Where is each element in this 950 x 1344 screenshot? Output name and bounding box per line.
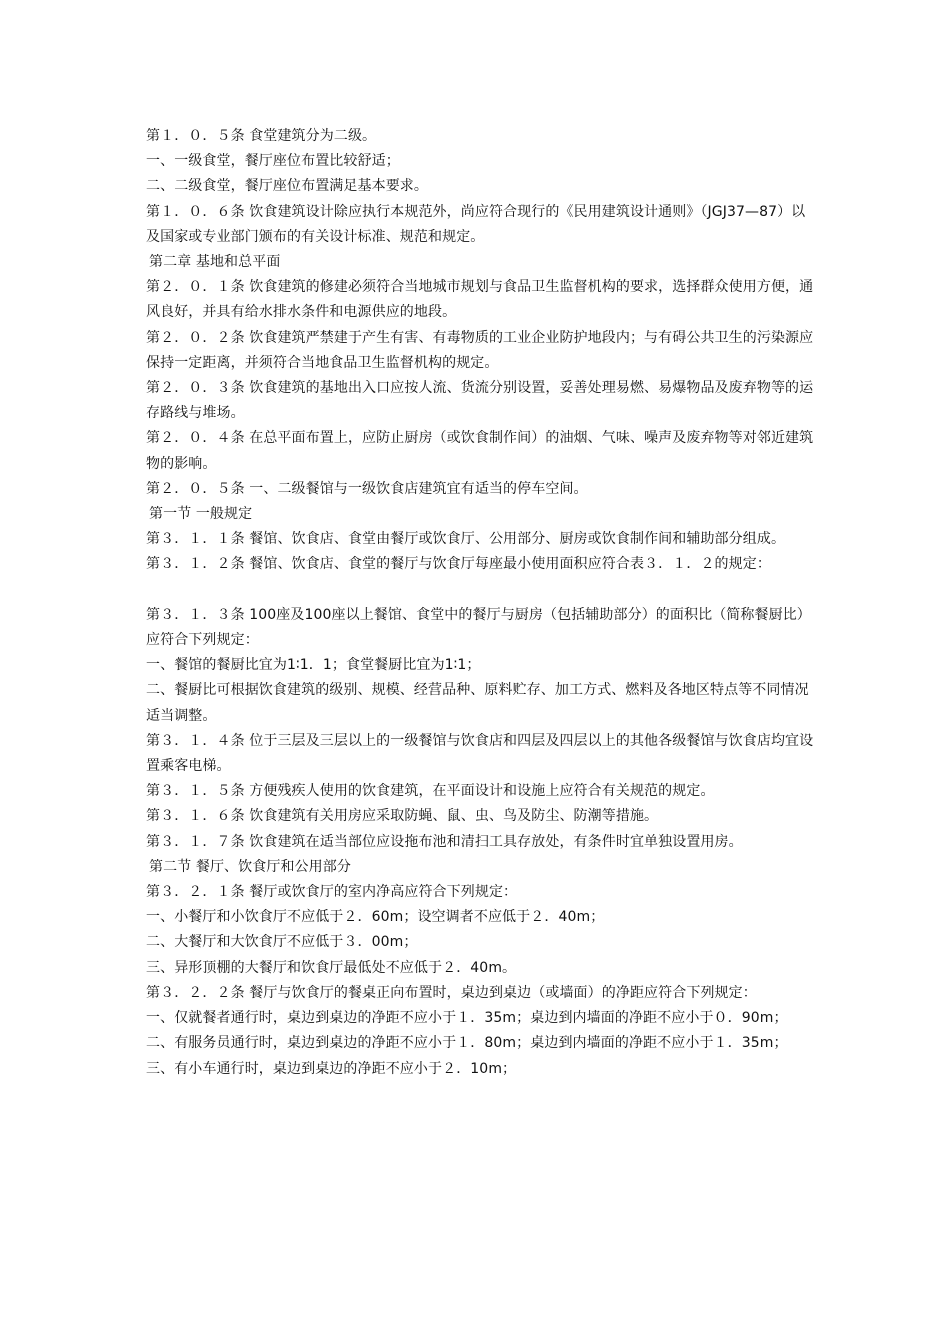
paragraph-clause-2-0-2: 第２．０．２条 饮食建筑严禁建于产生有害、有毒物质的工业企业防护地段内；与有碍公共卫生的污染源应保持一定距离，并须符合当地食品卫生监督机构的规定。 — [146, 329, 814, 371]
paragraph-clause-3-2-2: 第３．２．２条 餐厅与饮食厅的餐桌正向布置时，桌边到桌边（或墙面）的净距应符合下列规定： — [146, 984, 757, 1001]
blank-line — [146, 578, 814, 603]
paragraph-item: 二、有服务员通行时，桌边到桌边的净距不应小于１．80m；桌边到内墙面的净距不应小于１．35m； — [146, 1035, 788, 1052]
paragraph-item: 三、有小车通行时，桌边到桌边的净距不应小于２．10m； — [146, 1060, 517, 1077]
paragraph-clause-3-1-6: 第３．１．６条 饮食建筑有关用房应采取防蝇、鼠、虫、鸟及防尘、防潮等措施。 — [146, 808, 659, 825]
paragraph-clause-2-0-5: 第２．０．５条 一、二级餐馆与一级饮食店建筑宜有适当的停车空间。 — [146, 480, 588, 497]
paragraph-clause-3-1-1: 第３．１．１条 餐馆、饮食店、食堂由餐厅或饮食厅、公用部分、厨房或饮食制作间和辅助部分组成。 — [146, 531, 786, 548]
paragraph-item: 一、一级食堂，餐厅座位布置比较舒适； — [146, 153, 400, 170]
paragraph-clause-3-2-1: 第３．２．１条 餐厅或饮食厅的室内净高应符合下列规定： — [146, 884, 518, 901]
paragraph-clause-2-0-3: 第２．０．３条 饮食建筑的基地出入口应按人流、货流分别设置，妥善处理易燃、易爆物品及废弃物等的运存路线与堆场。 — [146, 380, 814, 422]
paragraph-clause-1-0-5: 第１．０．５条 食堂建筑分为二级。 — [146, 128, 377, 144]
document-body — [146, 124, 814, 1082]
chapter-heading: 第二章 基地和总平面 — [149, 254, 281, 271]
paragraph-clause-3-1-5: 第３．１．５条 方便残疾人使用的饮食建筑，在平面设计和设施上应符合有关规范的规定。 — [146, 783, 715, 800]
paragraph-clause-3-1-4: 第３．１．４条 位于三层及三层以上的一级餐馆与饮食店和四层及四层以上的其他各级餐馆与饮食店均宜设置乘客电梯。 — [146, 732, 814, 775]
paragraph-item: 三、异形顶棚的大餐厅和饮食厅最低处不应低于２．40m。 — [146, 959, 517, 976]
section-heading: 第二节 餐厅、饮食厅和公用部分 — [149, 858, 351, 875]
paragraph-item: 一、小餐厅和小饮食厅不应低于２．60m；设空调者不应低于２．40m； — [146, 909, 605, 926]
paragraph-clause-3-1-2: 第３．１．２条 餐馆、饮食店、食堂的餐厅与饮食厅每座最小使用面积应符合表３．１．２的规定： — [146, 556, 771, 573]
paragraph-item: 二、二级食堂，餐厅座位布置满足基本要求。 — [146, 178, 428, 195]
paragraph-clause-3-1-7: 第３．１．７条 饮食建筑在适当部位应设拖布池和清扫工具存放处，有条件时宜单独设置用房。 — [146, 833, 743, 850]
paragraph-clause-2-0-4: 第２．０．４条 在总平面布置上，应防止厨房（或饮食制作间）的油烟、气味、噪声及废弃物等对邻近建筑物的影响。 — [146, 430, 814, 472]
paragraph-clause-3-1-3: 第３．１．３条 100座及100座以上餐馆、食堂中的餐厅与厨房（包括辅助部分）的面积比（简称餐厨比）应符合下列规定： — [146, 606, 811, 649]
section-heading: 第一节 一般规定 — [149, 506, 253, 523]
paragraph-item: 一、仅就餐者通行时，桌边到桌边的净距不应小于１．35m；桌边到内墙面的净距不应小于０．90m； — [146, 1010, 788, 1027]
paragraph-clause-2-0-1: 第２．０．１条 饮食建筑的修建必须符合当地城市规划与食品卫生监督机构的要求，选择群众使用方便，通风良好，并具有给水排水条件和电源供应的地段。 — [146, 279, 814, 321]
paragraph-item: 二、大餐厅和大饮食厅不应低于３．00m； — [146, 934, 418, 951]
paragraph-clause-1-0-6: 第１．０．６条 饮食建筑设计除应执行本规范外，尚应符合现行的《民用建筑设计通则》（JGJ37—87）以及国家或专业部门颁布的有关设计标准、规范和规定。 — [146, 203, 806, 245]
paragraph-item: 二、餐厨比可根据饮食建筑的级别、规模、经营品种、原料贮存、加工方式、燃料及各地区特点等不同情况适当调整。 — [146, 682, 809, 724]
paragraph-item: 一、餐馆的餐厨比宜为1∶1．1；食堂餐厨比宜为1∶1； — [146, 657, 481, 674]
